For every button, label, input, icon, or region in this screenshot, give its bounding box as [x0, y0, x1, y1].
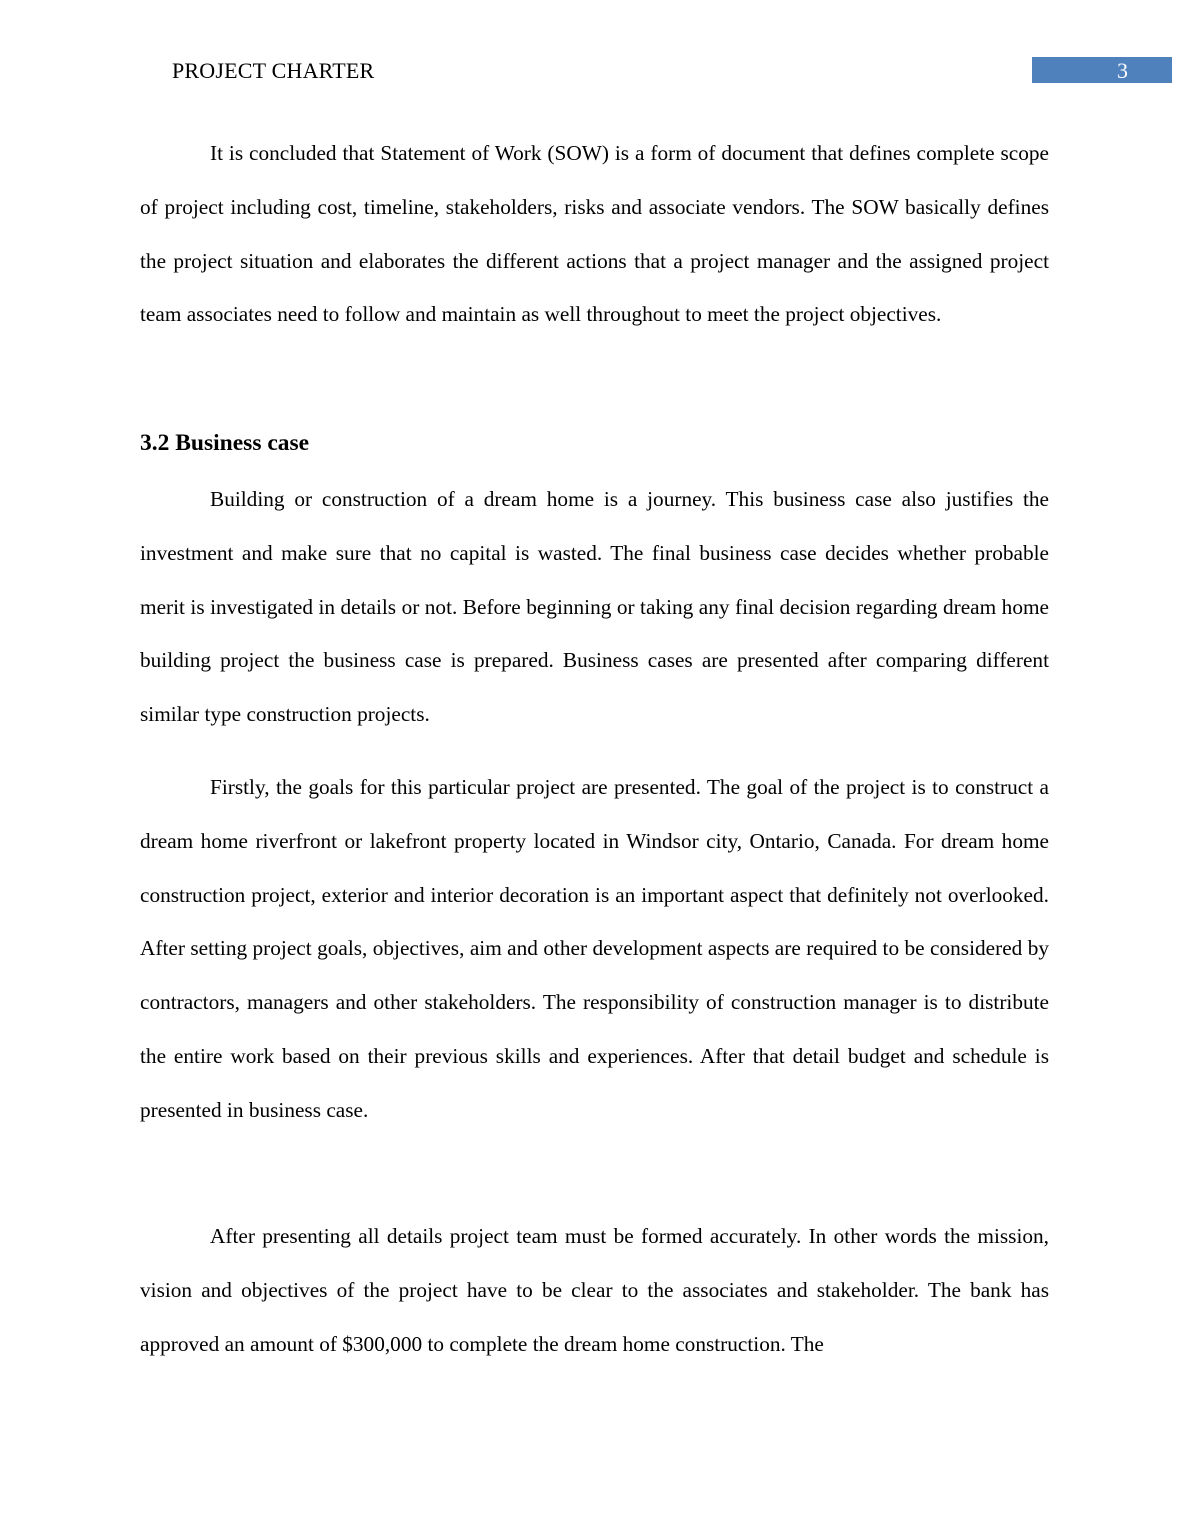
section-heading-business-case: 3.2 Business case	[140, 430, 310, 456]
business-case-paragraph: Firstly, the goals for this particular project are presented. The goal of the project is to construct a dream home riverfront or lakefront property located in Windsor city, Ontario, Canada. For dream home construction project, exterior and interior decoration is an important aspect that definitely not overlooked. After setting project goals, objectives, aim and other development aspects are required to be considered by contractors, managers and other stakeholders. The responsibility of construction manager is to distribute the entire work based on their previous skills and experiences. After that detail budget and schedule is presented in business case.	[140, 775, 1049, 1122]
business-case-paragraph: Building or construction of a dream home is a journey. This business case also justifies the investment and make sure that no capital is wasted. The final business case decides whether probable merit is investigated in details or not. Before beginning or taking any final decision regarding dream home building project the business case is prepared. Business cases are presented after comparing different similar type construction projects.	[140, 487, 1049, 727]
page-number-band	[1032, 57, 1172, 83]
page-number: 3	[1117, 58, 1128, 83]
business-case-paragraph: After presenting all details project team must be formed accurately. In other words the mission, vision and objectives of the project have to be clear to the associates and stakeholder. The bank has approved an amount of $300,000 to complete the dream home construction. The	[140, 1224, 1049, 1356]
running-head: PROJECT CHARTER	[172, 58, 375, 83]
intro-paragraph: It is concluded that Statement of Work (SOW) is a form of document that defines complete scope of project including cost, timeline, stakeholders, risks and associate vendors. The SOW basically defines the project situation and elaborates the different actions that a project manager and the assigned project team associates need to follow and maintain as well throughout to meet the project objectives.	[140, 141, 1049, 327]
